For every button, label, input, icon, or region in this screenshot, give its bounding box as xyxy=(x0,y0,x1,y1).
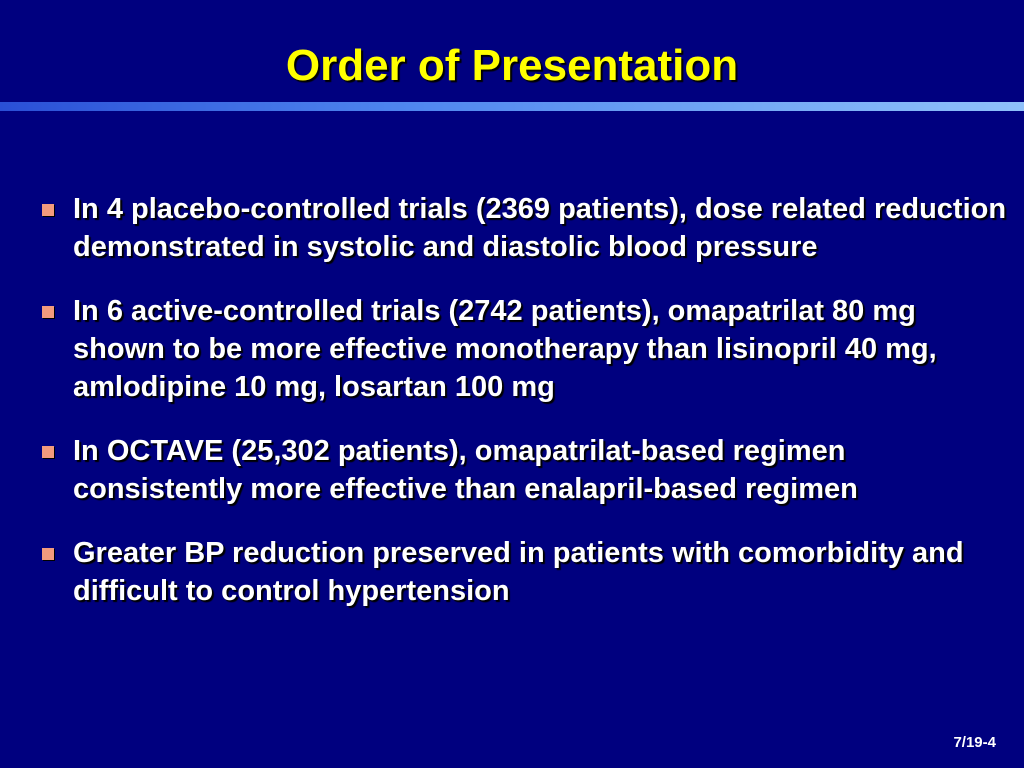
bullet-text: In OCTAVE (25,302 patients), omapatrilat-based regimen consistently more effective than enalapril-based regimen xyxy=(73,435,858,505)
bullet-item xyxy=(42,292,1012,406)
square-bullet-icon xyxy=(42,306,54,318)
bullet-item xyxy=(42,534,1012,610)
slide-number: 7/19-4 xyxy=(953,734,996,751)
title-underline-rule xyxy=(0,102,1024,111)
bullet-item xyxy=(42,432,1012,508)
bullet-item xyxy=(42,190,1012,266)
bullet-text: In 4 placebo-controlled trials (2369 patients), dose related reduction demonstrated in systolic and diastolic blood pressure xyxy=(73,193,1007,263)
square-bullet-icon xyxy=(42,204,54,216)
square-bullet-icon xyxy=(42,548,54,560)
bullet-list xyxy=(42,190,1012,610)
square-bullet-icon xyxy=(42,446,54,458)
bullet-text: Greater BP reduction preserved in patients with comorbidity and difficult to control hypertension xyxy=(73,537,964,607)
slide-title: Order of Presentation xyxy=(285,41,739,90)
bullet-text: In 6 active-controlled trials (2742 patients), omapatrilat 80 mg shown to be more effective monotherapy than lisinopril 40 mg, amlodipine 10 mg, losartan 100 mg xyxy=(73,295,937,403)
